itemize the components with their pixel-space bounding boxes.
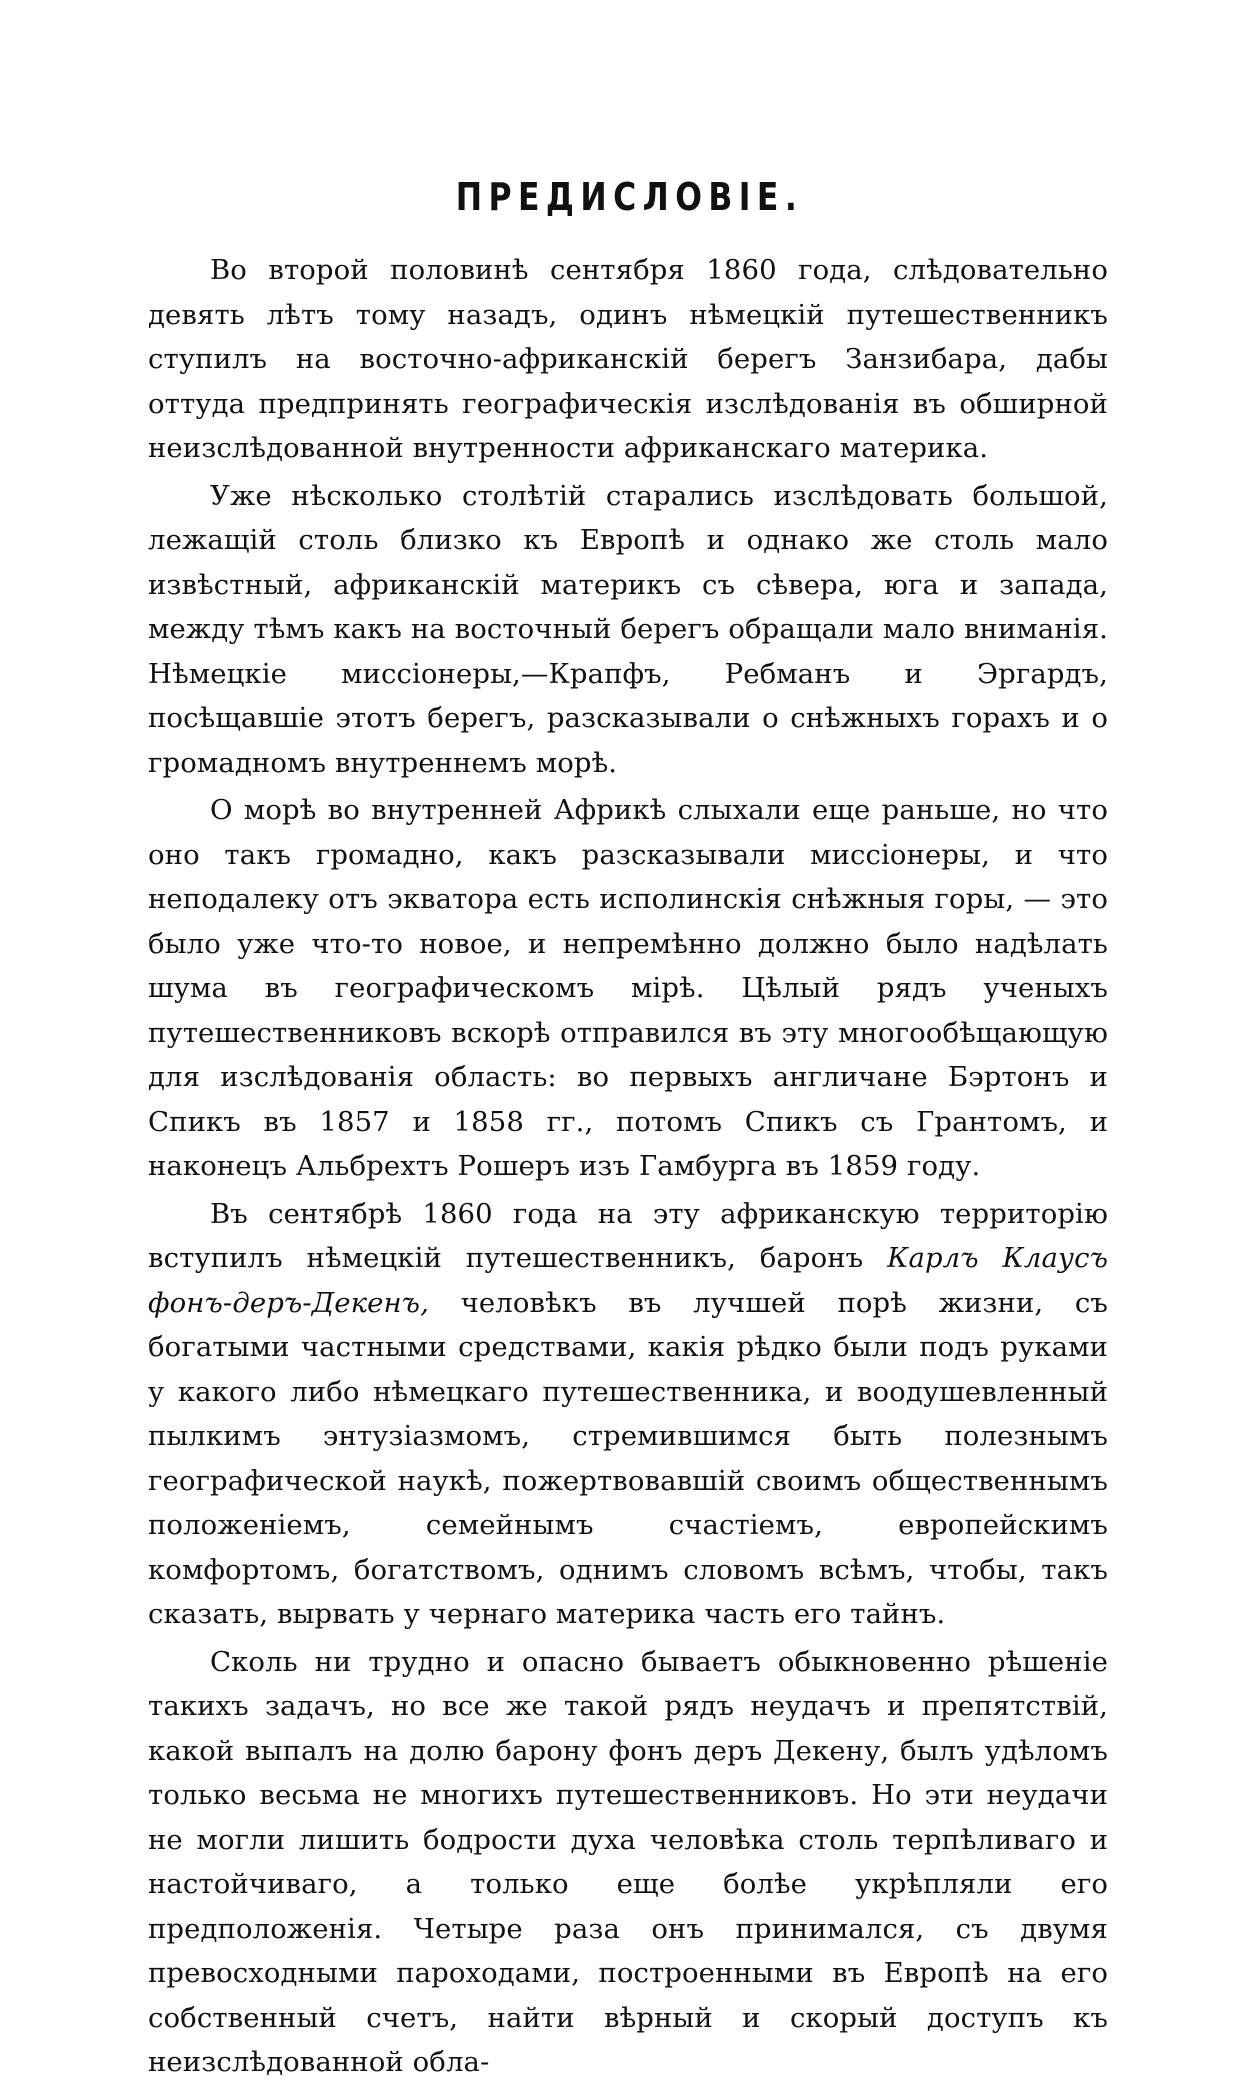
preface-body	[148, 248, 1108, 2085]
traveler-name: Карлъ Клаусъ фонъ-деръ-Декенъ,	[148, 1242, 1108, 1319]
paragraph-4	[148, 1192, 1108, 1637]
paragraph-5: Сколь ни трудно и опасно бываетъ обыкновенно рѣшеніе такихъ задачъ, но все же такой рядъ неудачъ и препятствій, какой выпалъ на долю барону фонъ деръ Декену, былъ удѣломъ только весьма не многихъ путешественниковъ. Но эти неудачи не могли лишить бодрости духа человѣка столь терпѣливаго и настойчиваго, а только еще болѣе укрѣпляли его предположенія. Четыре раза онъ принимался, съ двумя превосходными пароходами, построенными въ Европѣ на его собственный счетъ, найти вѣрный и скорый доступъ къ неизслѣдованной обла-	[148, 1645, 1108, 2078]
paragraph-2: Уже нѣсколько столѣтій старались изслѣдовать большой, лежащій столь близко къ Европѣ и однако же столь мало извѣстный, африканскій материкъ съ сѣвера, юга и запада, между тѣмъ какъ на восточный берегъ обращали мало вниманія. Нѣмецкіе миссіонеры,—Крапфъ, Ребманъ и Эргардъ, посѣщавшіе этотъ берегъ, разсказывали о снѣжныхъ горахъ и о громадномъ внутреннемъ морѣ.	[148, 479, 1108, 779]
paragraph-4-start: Въ сентябрѣ 1860 года на эту африканскую территорію вступилъ нѣмецкій путешественникъ, баронъ	[148, 1197, 1108, 1274]
paragraph-4-end: человѣкъ въ лучшей порѣ жизни, съ богатыми частными средствами, какія рѣдко были подъ руками у какого либо нѣмецкаго путешественника, и воодушевленный пылкимъ энтузіазмомъ, стремившимся быть полезнымъ географической наукѣ, пожертвовавшій своимъ общественнымъ положеніемъ, семейнымъ счастіемъ, европейскимъ комфортомъ, богатствомъ, однимъ словомъ всѣмъ, чтобы, такъ сказать, вырвать у чернаго материка часть его тайнъ.	[148, 1286, 1108, 1630]
paragraph-1: Во второй половинѣ сентября 1860 года, слѣдовательно девять лѣтъ тому назадъ, одинъ нѣмецкій путешественникъ ступилъ на восточно-африканскій берегъ Занзибара, дабы оттуда предпринять географическія изслѣдованія въ обширной неизслѣдованной внутренности африканскаго материка.	[148, 254, 1108, 464]
page-title: ПРЕДИСЛОВІЕ.	[455, 175, 804, 219]
paragraph-3: О морѣ во внутренней Африкѣ слыхали еще раньше, но что оно такъ громадно, какъ разсказывали миссіонеры, и что неподалеку отъ экватора есть исполинскія снѣжныя горы, — это было уже что-то новое, и непремѣнно должно было надѣлать шума въ географическомъ мірѣ. Цѣлый рядъ ученыхъ путешественниковъ вскорѣ отправился въ эту многообѣщающую для изслѣдованія область: во первыхъ англичане Бэртонъ и Спикъ въ 1857 и 1858 гг., потомъ Спикъ съ Грантомъ, и наконецъ Альбрехтъ Рошеръ изъ Гамбурга въ 1859 году.	[148, 794, 1108, 1182]
